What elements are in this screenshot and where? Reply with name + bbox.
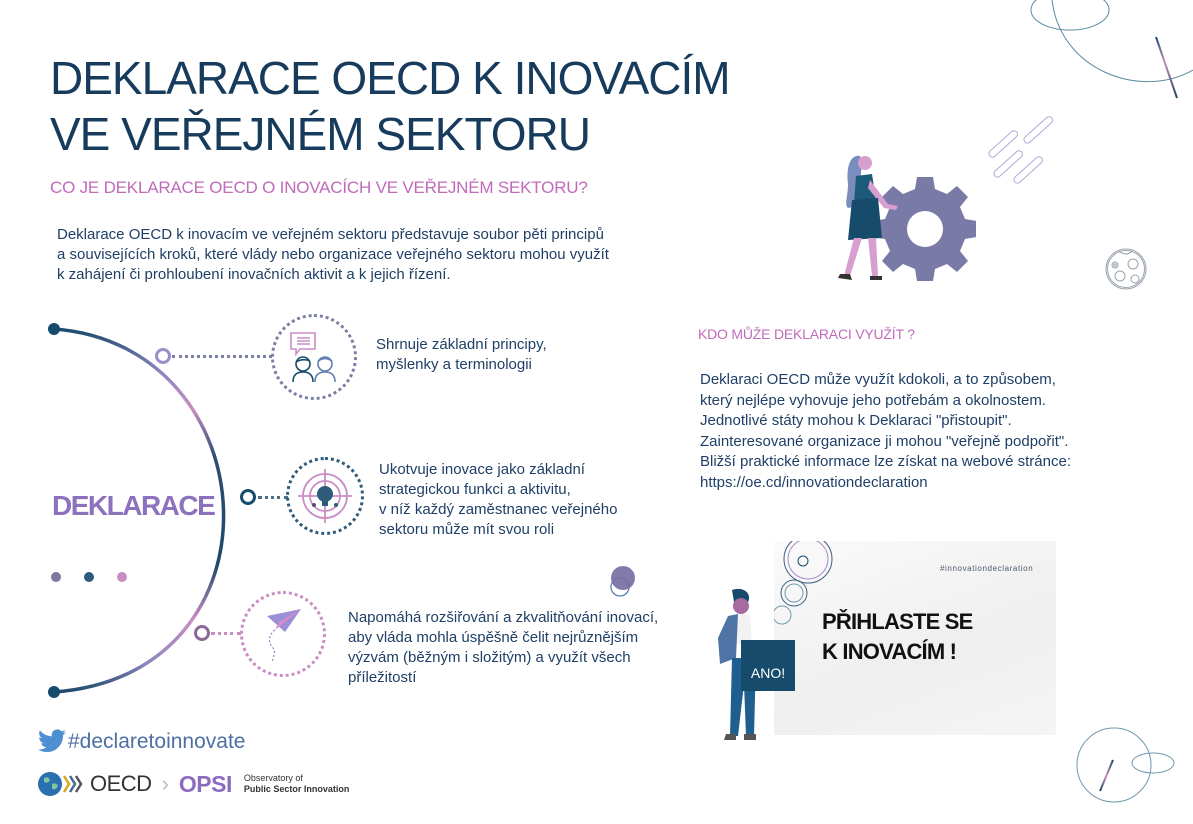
section-heading-who: KDO MŮŽE DEKLARACI VYUŽÍT ? [698,326,915,342]
who-line: Zainteresované organizace ji mohou "veřejně podpořit". [700,432,1069,450]
footer-logos [38,770,349,798]
intro-line: Deklarace OECD k inovacím ve veřejném sektoru představuje soubor pěti principů [57,226,604,243]
principle-line: aby vláda mohla úspěšně čelit nejrůznějším [348,629,639,646]
card-title-line: PŘIHLASTE SE [822,609,973,634]
principle-line: v níž každý zaměstnanec veřejného [379,501,618,518]
sign-up-card [774,541,1056,735]
twitter-icon[interactable] [38,729,66,753]
decorative-orbit-bottom [1070,725,1193,824]
separator-chevron-icon: › [161,771,169,796]
principle-2-text [379,460,669,540]
target-lightbulb-icon [296,467,354,525]
title-line-1: DEKLARACE OECD K INOVACÍM [50,52,730,104]
principle-line: myšlenky a terminologii [376,356,532,373]
decor-dot-3 [117,572,127,582]
page-title [50,50,770,162]
yes-sign: ANO! [741,640,795,691]
woman-gear-illustration [826,148,976,288]
paper-plane-icon [265,608,313,664]
section-heading-what: CO JE DEKLARACE OECD O INOVACÍCH VE VEŘEJNÉM SEKTORU? [50,178,588,197]
decorative-orbit-top [1030,0,1193,100]
card-title [822,607,973,667]
who-paragraph [700,370,1120,493]
arc-node-3 [194,625,210,641]
declaration-label: DEKLARACE [52,490,215,521]
who-line: Bližší praktické informace lze získat na webové stránce: [700,453,1071,470]
oecd-logo-text: OECD [90,771,152,796]
card-title-line: K INOVACÍM ! [822,639,957,664]
decorative-pills [984,112,1064,188]
principle-line: sektoru může mít svou roli [379,521,555,538]
who-line: Jednotlivé státy mohou k Deklaraci "přistoupit". [700,412,1012,429]
arc-node-1 [155,348,171,364]
principle-line: příležitostí [348,669,417,686]
who-line: Deklaraci OECD může využít kdokoli, a to způsobem, [700,371,1056,388]
opsi-logo-text: OPSI [178,770,232,797]
principle-line: strategickou funkci a aktivitu, [379,481,571,498]
connector-dots-2 [258,496,288,499]
principle-1-text [376,335,656,375]
principle-line: Ukotvuje inovace jako základní [379,461,585,478]
arc-node-2 [240,489,256,505]
decorative-moon-icon [1104,247,1148,291]
principle-line: Napomáhá rozšiřování a zkvalitňování inovací, [348,609,659,626]
connector-dots-3 [211,632,241,635]
decor-dot-2 [84,572,94,582]
people-speech-icon [288,330,342,384]
globe-logo-icon [38,770,84,798]
intro-line: k zahájení či prohloubení inovačních aktivit a k jejich řízení. [57,266,451,283]
card-hashtag: #innovationdeclaration [940,564,1034,573]
opsi-subtitle [244,773,350,795]
overlapping-circles-icon [603,562,639,598]
intro-line: a souvisejících kroků, které vlády nebo organizace veřejného sektoru mohou využít [57,246,609,263]
connector-dots-1 [172,355,272,358]
principle-line: výzvám (běžným i složitým) a využít všech [348,649,631,666]
who-line: který nejlépe vyhovuje jeho potřebám a okolnostem. [700,391,1047,409]
opsi-sub-line-2: Public Sector Innovation [243,784,350,794]
campaign-hashtag[interactable]: #declaretoinnovate [68,730,246,753]
intro-paragraph [57,225,687,285]
principle-line: Shrnuje základní principy, [376,336,547,353]
declaration-url-link[interactable]: https://oe.cd/innovationdeclaration [700,473,928,491]
opsi-sub-line-1: Observatory of [243,773,303,783]
title-line-2: VE VEŘEJNÉM SEKTORU [50,108,590,160]
decor-dot-1 [51,572,61,582]
principle-3-text [348,608,688,688]
